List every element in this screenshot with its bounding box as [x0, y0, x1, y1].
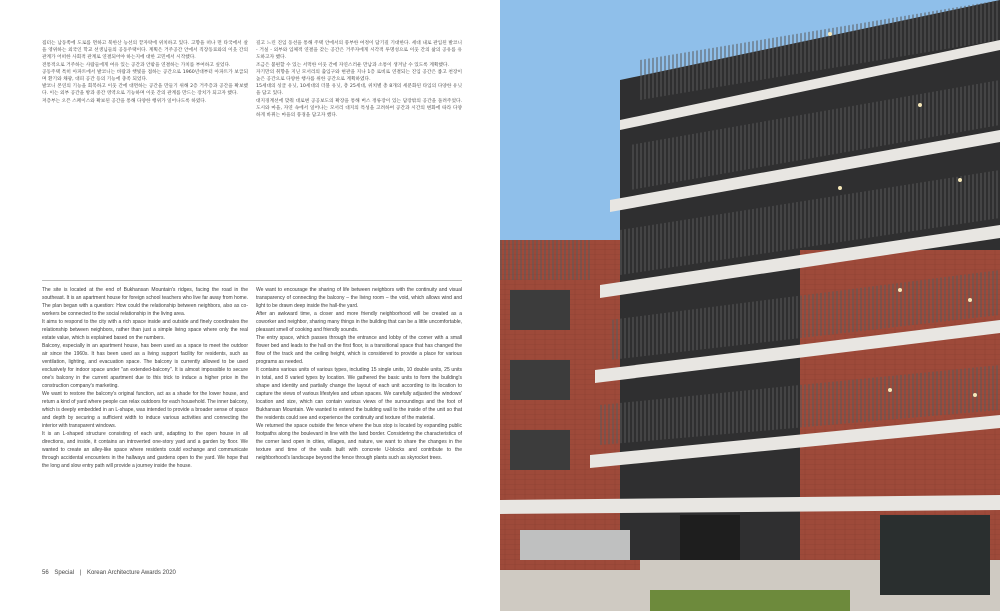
- korean-column-1: [42, 40, 248, 105]
- paragraph: Balcony, especially in an apartment house, has been used as a space to meet the outdoor air since the 1960s. It has been used as a living support facility for residents, such as ventilation, lighting, and evacuation space. The balcony is currently allowed to be used exclusively for indoor space under "an extended-balcony". It is almost impossible to secure one's balcony in the current apartment due to this trick to induce a higher price in the construction company's marketing.: [42, 343, 248, 389]
- footer-separator: |: [79, 570, 82, 576]
- window: [510, 360, 570, 400]
- paragraph: It contains various units of various types, including 15 single units, 10 double units, 25 units in total, and 8 varied types by location. We gathered the basic units to form the building's shape and identity and partially change the layout of each unit according to its location to capture the views of various lifestyles and urban spaces. We carefully adjusted the windows' location and size, which can contain various views of the surroundings and the foot of Bukhansan Mountain. We wanted to extend the building wall to the inside of the unit so that the residents could see and experience the continuity and texture of the material.: [256, 367, 462, 421]
- english-column-2: [256, 286, 462, 462]
- paragraph: After an awkward time, a closer and more friendly neighborhood will be created as a coworker and neighbor, sharing many things in the building that can be a little uncomfortable, pleasant smell of cooking and friendly sounds.: [256, 311, 462, 333]
- paragraph: It aims to respond to the city with a rich space inside and outside and finely coordinates the relationship between neighbors, rather than just a simple living space where only the real estate value, which is explained based on the numbers.: [42, 319, 248, 341]
- paragraph: 길고 느린 진입 동선을 통해 주택 안에서의 풍부한 여정이 담기길 기대한다. 세대 내로 관입된 발코니 - 거실 - 외부와 입체적 연결을 갖는 공간은 거주자에게 시각적 투명성으로 이웃 간의 삶의 공유를 유도하고자 했다.: [256, 41, 462, 61]
- window: [510, 430, 570, 470]
- footer-publication: Korean Architecture Awards 2020: [86, 570, 176, 576]
- korean-column-2: [256, 40, 462, 119]
- paragraph: We want to restore the balcony's original function, act as a shade for the lower house, and return a kind of yard where people can relax outdoors for each household. The inner balcony, which is deeply embedded in an L-shape, was intended to provide a broader sense of space and depth by securing a sufficient width to induce various activities and connecting the interior with transparent windows.: [42, 391, 248, 429]
- paragraph: 자기만의 취향을 지닌 모서리의 출입구와 현관을 지나 1층 로비로 연결되는 진입 공간은 좁고 천장이 높은 공간으로 다양한 행사를 위한 공간으로 계획하였다.: [256, 69, 462, 83]
- building-photo: [500, 0, 1000, 611]
- paragraph: We returned the space outside the fence where the bus stop is located by expanding public footpaths along the boulevard in line with the land border. Considering the characteristics of the corner land open in cities, villages, and nature, we want to share the changes in the texture and time of the walls built with concrete U-blocks and contribute to the neighborhood's landscape beyond the fence through plants such as skyrocket trees.: [256, 423, 462, 461]
- glass-lobby: [880, 515, 990, 595]
- paragraph: The site is located at the end of Bukhansan Mountain's ridges, facing the road in the southeast. It is an apartment house for foreign school teachers who live far away from home. The plan began with a question: How could the relationship between neighbors, also as co-workers be connected to the social relationship in the living area.: [42, 287, 248, 317]
- paragraph: 전통적으로 거주하는 사람들에게 여유 있는 공간과 안팎을 연결하는 가치를 부여하고 싶었다.: [42, 62, 231, 68]
- paragraph: We want to encourage the sharing of life between neighbors with the continuity and visual transparency of connecting the balcony – the living room – the void, which allows wind and light to be drawn deep inside the hall-the yard.: [256, 287, 462, 309]
- page-number: 56: [42, 570, 49, 576]
- paragraph: 저층부는 오픈 스페이스와 확보된 공간을 통해 다양한 행위가 일어나도록 하였다.: [42, 98, 207, 104]
- paragraph: 집터는 남동쪽에 도로를 면하고 북한산 능선의 끝자락에 위치하고 있다. 고향을 떠나 먼 타국에서 살을 영위하는 외국인 학교 선생님들의 공동주택이다. 계획은 거주공간 안에서 직장동료와의 이웃 간의 관계가 어떠한 사회적 관계로 연결되어야 하는지에 대한 고민에서 시작했다.: [42, 41, 248, 61]
- building-illustration: [500, 0, 1000, 611]
- lawn: [650, 590, 850, 611]
- divider: [42, 280, 462, 281]
- footer-section: Special: [54, 570, 75, 576]
- balcony-rail: [500, 240, 590, 280]
- paragraph: 발코니 본연의 기능을 회복하고 이웃 간에 대면하는 공간을 만들기 위해 2층 거주층과 공간을 확보했다. 이는 외부 공간을 방과 중간 영역으로 기능하며 이웃 간의 관계를 만드는 장치가 되고자 했다.: [42, 84, 248, 97]
- paragraph: 15세대의 싱글 유닛, 10세대의 더블 유닛, 총 25세대, 위치별 총 8개의 세분화된 타입의 다양한 유닛을 담고 있다.: [256, 84, 462, 97]
- paragraph: 조금은 불편할 수 있는 서먹한 이웃 간에 자연스러운 만남과 소통이 생겨날 수 있도록 계획했다.: [256, 62, 449, 68]
- paragraph: 대지경계선에 맞춰 대로변 공공보도의 확장을 통해 버스 정류장이 있는 담장밖의 공간을 돌려주었다. 도시와 마을, 자연 속에서 일어나는 모서리 대지의 특성을 고려하여 공간과 시간의 변화에 따라 다양하게 바뀌는 마을의 풍경을 담고자 했다.: [256, 98, 462, 119]
- paragraph: The entry space, which passes through the entrance and lobby of the corner with a small flower bed and leads to the hall on the first floor, is a transitional space that has changed the flow of the track and the ceiling height, which is considered to provide a place for various programs as needed.: [256, 335, 462, 365]
- english-column-1: [42, 286, 248, 470]
- parking-bay: [520, 530, 630, 560]
- page-footer: [42, 570, 180, 576]
- paragraph: 공동주택 특히 아파트에서 발코니는 바람과 햇빛을 접하는 공간으로 1960년대부터 아파트가 보급되며 환기와 채광, 대피 공간 등의 기능에 충족 되었다.: [42, 69, 248, 83]
- paragraph: It is an L-shaped structure consisting of each unit, adapting to the open house in all directions, and inside, it contains an introverted one-story yard and a garden by floor. We wanted to create an alley-like space where residents could exchange and communicate through accidental encounters in the hallways and gardens open to the yard. We hope that the long and slow entry path will provide a journey inside the house.: [42, 431, 248, 469]
- window: [510, 290, 570, 330]
- entrance: [680, 515, 740, 560]
